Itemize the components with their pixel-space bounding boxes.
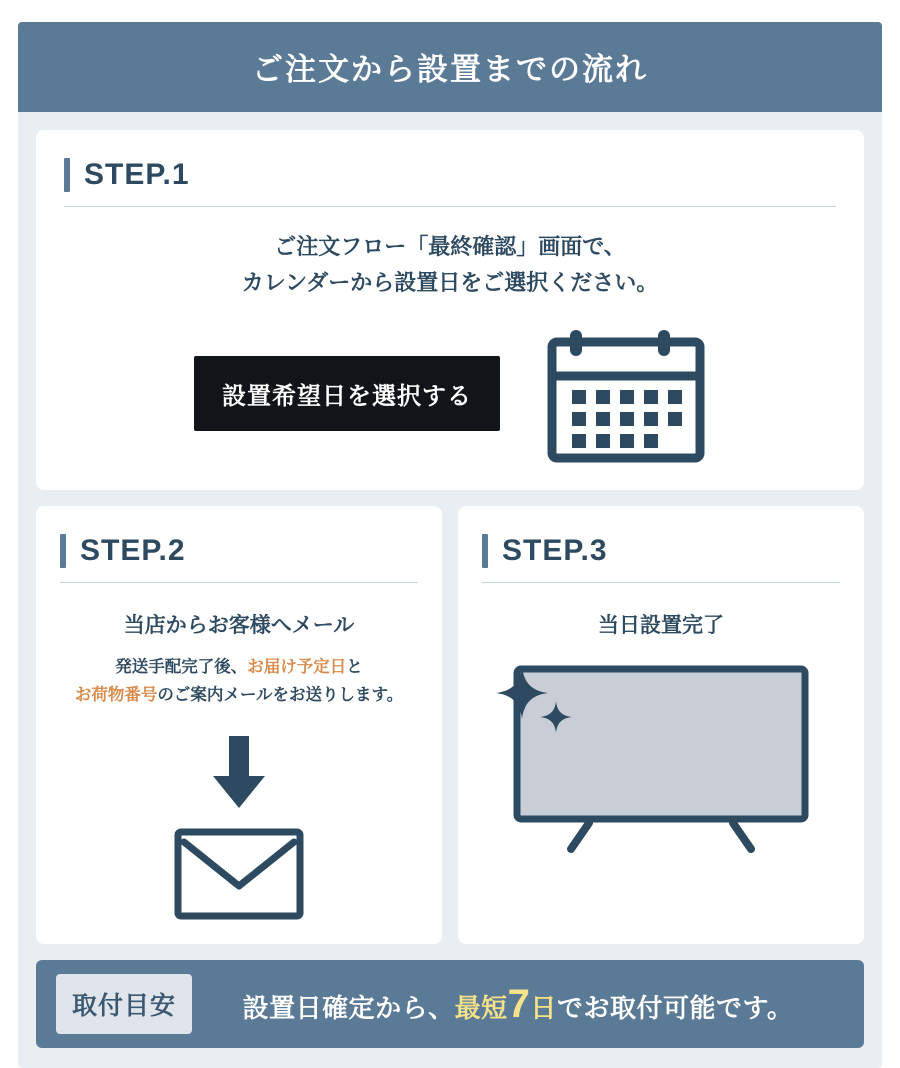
step-3-illustration (482, 663, 840, 853)
footer-text-post: でお取付可能です。 (556, 992, 794, 1023)
step-3-heading (482, 528, 840, 568)
step-1-heading (64, 152, 836, 192)
step-2-desc-pre: 発送手配完了後、 (115, 657, 248, 676)
step-2-divider (60, 582, 418, 583)
step-accent-bar (64, 158, 70, 192)
step-1-card (36, 130, 864, 490)
footer-text-accent: 最短 (454, 992, 508, 1023)
step-3-divider (482, 582, 840, 583)
panel-body (18, 112, 882, 1068)
step-2-heading (60, 528, 418, 568)
step-2-desc-highlight-2: お荷物番号 (74, 686, 158, 705)
install-estimate-text (192, 981, 844, 1026)
flow-panel (18, 22, 882, 1068)
calendar-icon (546, 324, 706, 464)
footer-text-unit: 日 (530, 992, 557, 1023)
step-2-title: 当店からお客様へメール (123, 613, 355, 637)
step-2-desc-highlight-1: お届け予定日 (247, 657, 347, 676)
page-title: ご注文から設置までの流れ (18, 22, 882, 112)
step-1-description (64, 229, 836, 302)
step-2-desc-post: のご案内メールをお送りします。 (157, 686, 404, 705)
step-1-divider (64, 206, 836, 207)
footer-text-pre: 設置日確定から、 (242, 992, 455, 1023)
step-3-title: 当日設置完了 (598, 613, 724, 637)
steps-2-3-row (36, 506, 864, 945)
step-3-label: STEP.3 (502, 533, 608, 567)
install-estimate-bar (36, 960, 864, 1048)
footer-text-number: 7 (507, 981, 531, 1026)
sparkle-icon (494, 665, 580, 746)
step-accent-bar (60, 534, 66, 568)
step-accent-bar (482, 534, 488, 568)
down-arrow-icon (60, 736, 418, 812)
step-3-card (458, 506, 864, 945)
step-1-label: STEP.1 (84, 158, 190, 191)
step-1-action-row (64, 324, 836, 464)
step-2-card (36, 506, 442, 945)
install-estimate-tag: 取付目安 (56, 974, 192, 1034)
step-1-line-2: カレンダーから設置日をご選択ください。 (241, 270, 659, 296)
select-install-date-button[interactable]: 設置希望日を選択する (194, 356, 500, 431)
step-2-label: STEP.2 (80, 533, 186, 567)
step-1-line-1: ご注文フロー「最終確認」画面で、 (274, 234, 626, 259)
step-2-description (60, 653, 418, 711)
envelope-icon (60, 828, 418, 920)
step-2-desc-mid: と (346, 657, 363, 676)
